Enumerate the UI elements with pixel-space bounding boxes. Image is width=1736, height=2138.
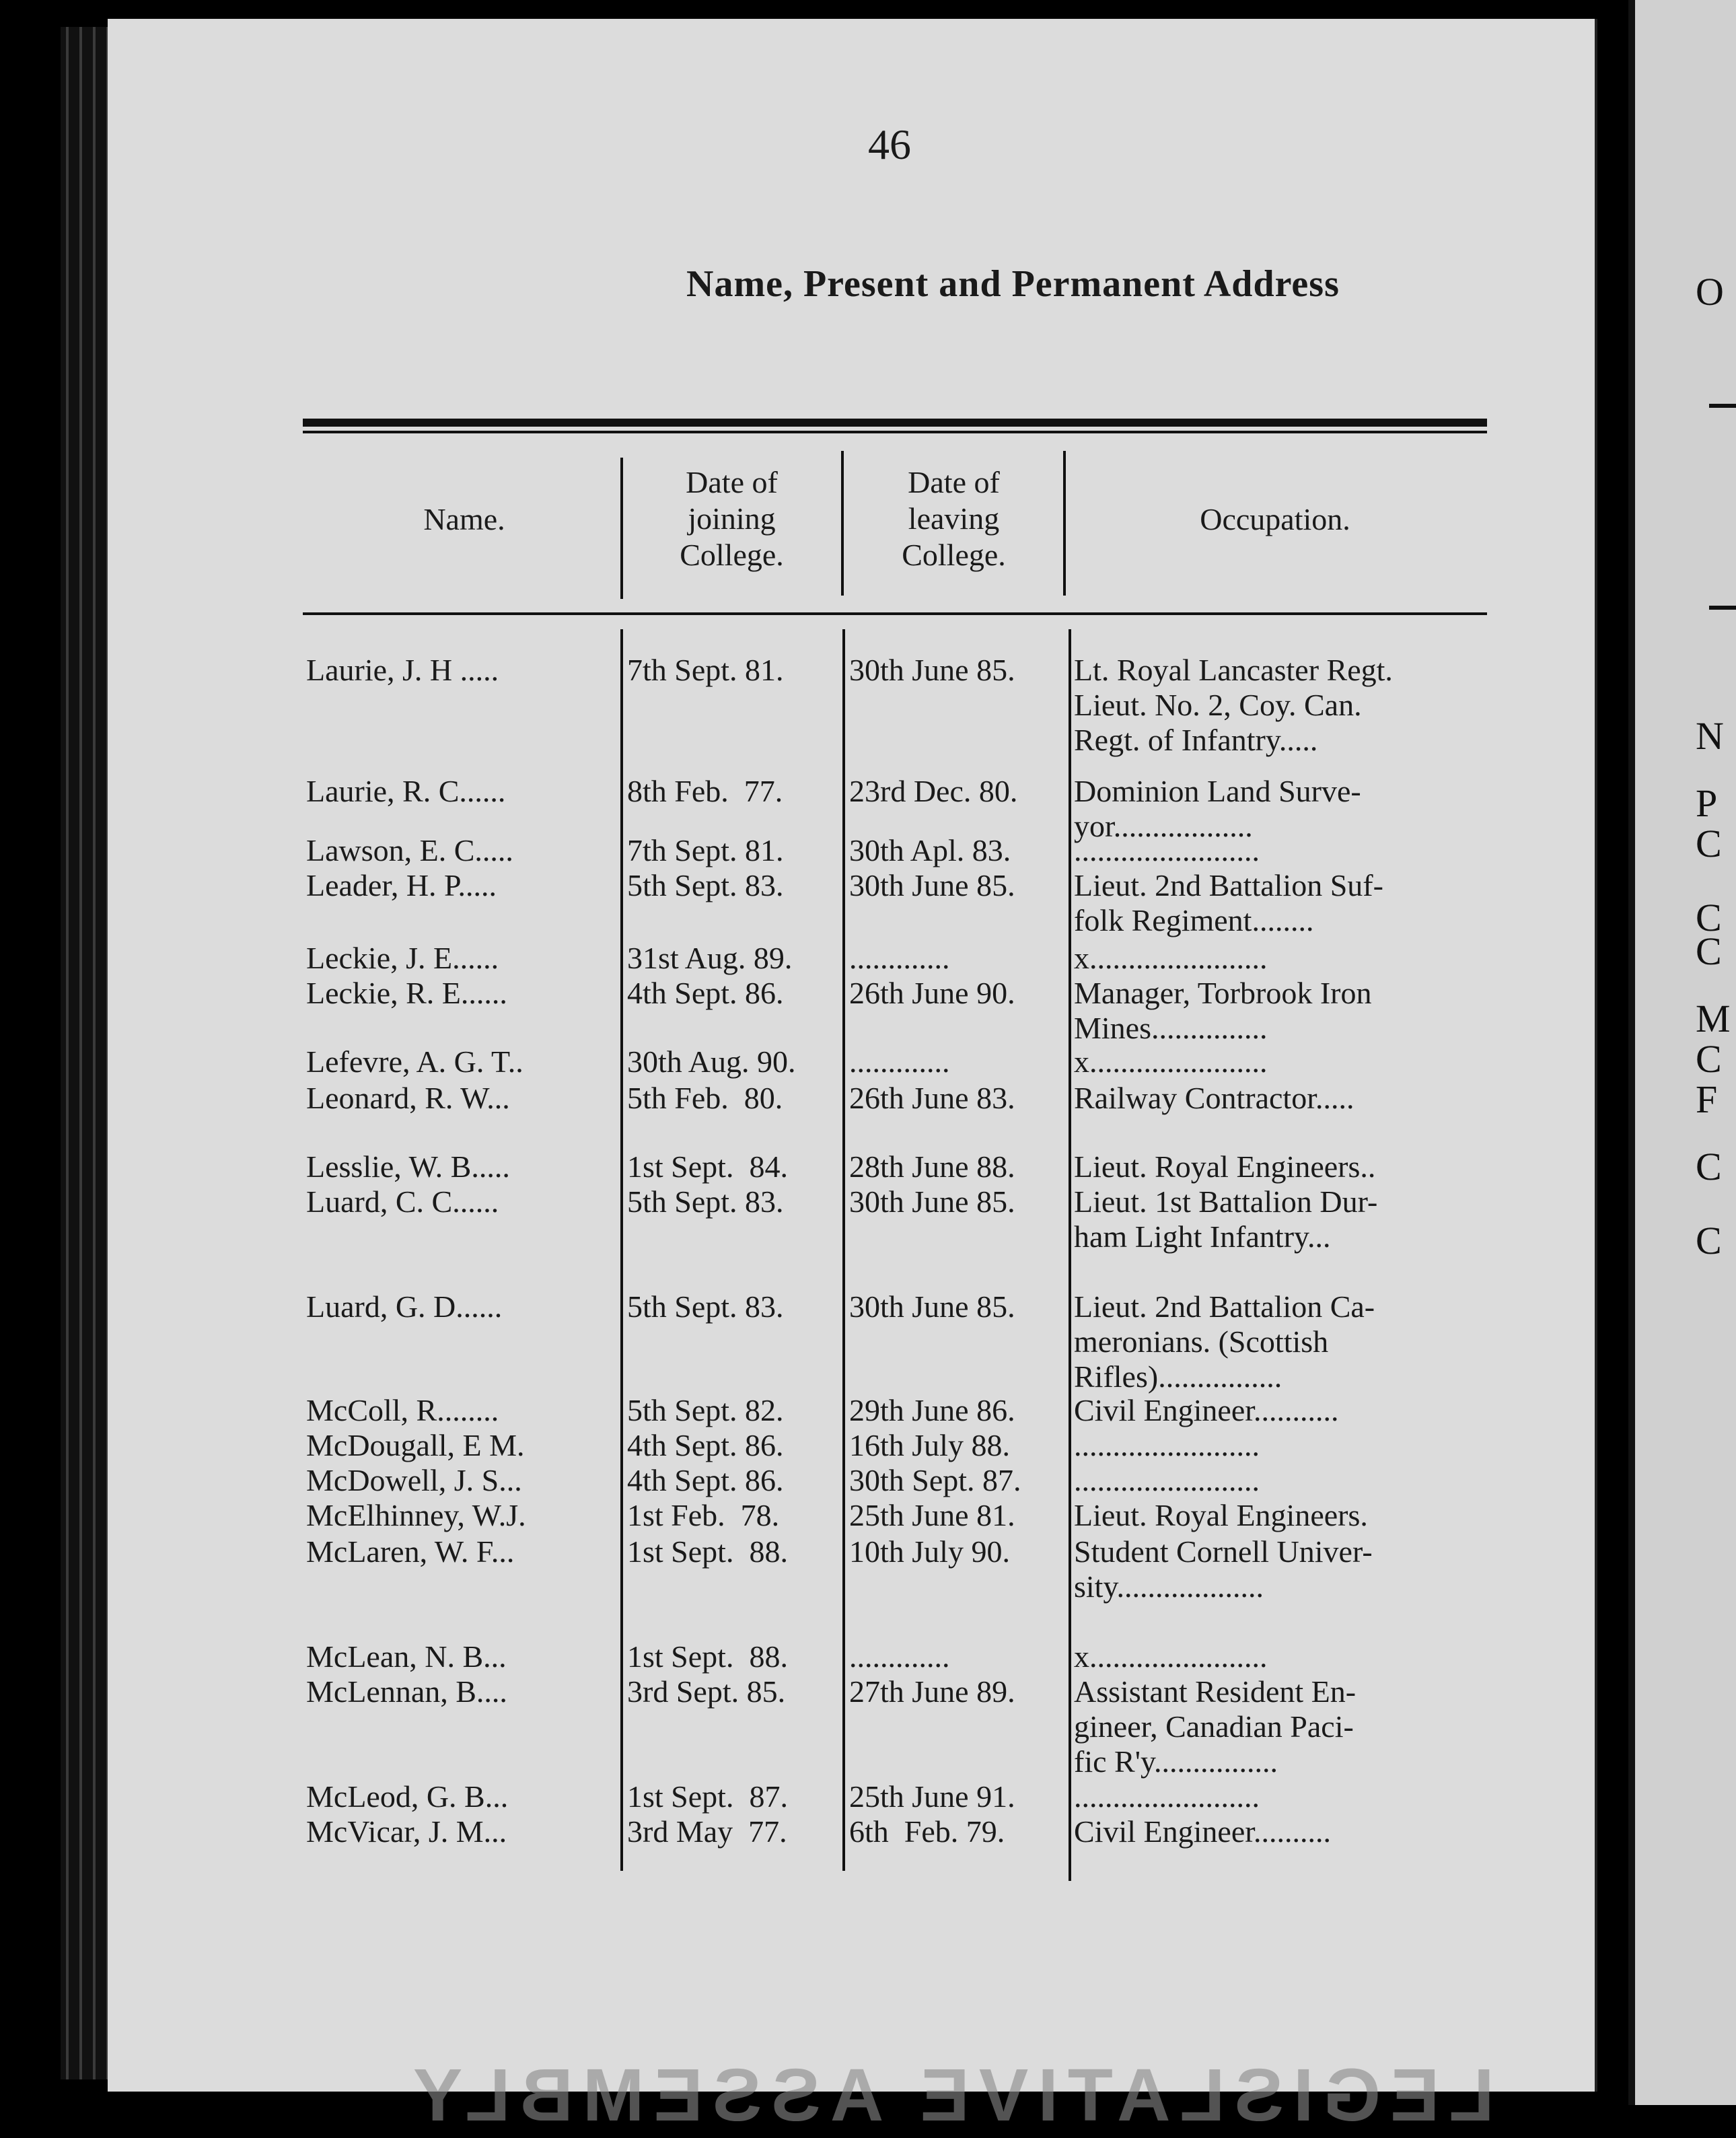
column-divider — [620, 629, 623, 1871]
row-name: Leonard, R. W... — [306, 1081, 510, 1115]
row-occupation: Lieut. 2nd Battalion Ca- meronians. (Scottish Rifles)................ — [1074, 1289, 1375, 1394]
page-number: 46 — [868, 120, 911, 168]
row-name: Leckie, R. E...... — [306, 976, 507, 1010]
right-page-letter: P — [1696, 781, 1718, 825]
row-joining-date: 1st Sept. 87. — [627, 1779, 788, 1814]
book-spine — [61, 27, 108, 2079]
row-joining-date: 7th Sept. 81. — [627, 833, 784, 867]
row-occupation: Railway Contractor..... — [1074, 1081, 1354, 1115]
row-joining-date: 5th Sept. 82. — [627, 1393, 784, 1427]
row-joining-date: 5th Sept. 83. — [627, 1184, 784, 1219]
row-name: Leader, H. P..... — [306, 868, 497, 902]
row-name: McElhinney, W.J. — [306, 1498, 526, 1532]
row-occupation: x....................... — [1074, 1639, 1268, 1674]
row-name: Luard, C. C...... — [306, 1184, 499, 1219]
row-leaving-date: 23rd Dec. 80. — [849, 774, 1018, 808]
row-joining-date: 3rd May 77. — [627, 1814, 787, 1849]
row-name: Laurie, R. C...... — [306, 774, 506, 808]
row-joining-date: 5th Sept. 83. — [627, 868, 784, 902]
row-name: Lesslie, W. B..... — [306, 1149, 510, 1184]
row-leaving-date: 30th June 85. — [849, 1184, 1015, 1219]
row-name: Leckie, J. E...... — [306, 941, 499, 975]
row-joining-date: 1st Sept. 88. — [627, 1534, 788, 1569]
row-name: McColl, R........ — [306, 1393, 499, 1427]
row-name: McDowell, J. S... — [306, 1463, 522, 1497]
row-leaving-date: 29th June 86. — [849, 1393, 1015, 1427]
header-rule — [303, 612, 1487, 615]
row-leaving-date: 26th June 90. — [849, 976, 1015, 1010]
row-name: McVicar, J. M... — [306, 1814, 507, 1849]
column-divider — [1063, 451, 1066, 596]
row-name: McLaren, W. F... — [306, 1534, 515, 1569]
row-name: McLennan, B.... — [306, 1674, 507, 1709]
row-joining-date: 8th Feb. 77. — [627, 774, 783, 808]
row-occupation: ........................ — [1074, 1779, 1260, 1814]
row-joining-date: 3rd Sept. 85. — [627, 1674, 786, 1709]
row-joining-date: 4th Sept. 86. — [627, 976, 784, 1010]
right-page-letter: M — [1696, 997, 1731, 1040]
row-leaving-date: 6th Feb. 79. — [849, 1814, 1005, 1849]
row-occupation: Assistant Resident En- gineer, Canadian Paci- fic R'y................ — [1074, 1674, 1357, 1779]
row-occupation: Manager, Torbrook Iron Mines............... — [1074, 976, 1372, 1045]
row-joining-date: 30th Aug. 90. — [627, 1044, 796, 1079]
top-rule-thin — [303, 431, 1487, 433]
row-occupation: Student Cornell Univer- sity................... — [1074, 1534, 1373, 1604]
row-joining-date: 5th Feb. 80. — [627, 1081, 783, 1115]
row-joining-date: 1st Sept. 84. — [627, 1149, 788, 1184]
column-header-occupation: Occupation. — [1200, 502, 1350, 536]
row-name: McLean, N. B... — [306, 1639, 507, 1674]
row-leaving-date: 30th Sept. 87. — [849, 1463, 1021, 1497]
row-leaving-date: ............. — [849, 1639, 950, 1674]
row-joining-date: 7th Sept. 81. — [627, 653, 784, 687]
row-joining-date: 1st Sept. 88. — [627, 1639, 788, 1674]
right-page-letter: F — [1696, 1077, 1718, 1121]
row-joining-date: 4th Sept. 86. — [627, 1463, 784, 1497]
row-occupation: x....................... — [1074, 941, 1268, 975]
row-joining-date: 4th Sept. 86. — [627, 1428, 784, 1462]
right-page-letter: C — [1696, 822, 1722, 865]
right-page-letter: C — [1696, 929, 1722, 973]
row-occupation: Lieut. Royal Engineers. — [1074, 1498, 1368, 1532]
top-rule — [303, 419, 1487, 427]
column-header-joining: Date of joining College. — [680, 465, 784, 572]
row-name: McDougall, E M. — [306, 1428, 525, 1462]
row-occupation: ........................ — [1074, 1463, 1260, 1497]
column-divider — [841, 451, 844, 596]
row-occupation: Lieut. 1st Battalion Dur- ham Light Infantry... — [1074, 1184, 1378, 1254]
row-occupation: Lieut. 2nd Battalion Suf- folk Regiment........ — [1074, 868, 1383, 937]
row-occupation: x....................... — [1074, 1044, 1268, 1079]
row-leaving-date: ............. — [849, 941, 950, 975]
row-leaving-date: 16th July 88. — [849, 1428, 1010, 1462]
row-occupation: Civil Engineer.......... — [1074, 1814, 1332, 1849]
row-occupation: Civil Engineer........... — [1074, 1393, 1339, 1427]
row-leaving-date: 10th July 90. — [849, 1534, 1010, 1569]
row-joining-date: 5th Sept. 83. — [627, 1289, 784, 1324]
column-divider — [1069, 629, 1071, 1881]
right-page-letter: C — [1696, 1037, 1722, 1081]
right-page-letter: C — [1696, 1219, 1722, 1262]
right-page-letter: N — [1696, 714, 1724, 758]
column-divider — [620, 458, 623, 599]
right-page-rule — [1709, 606, 1736, 610]
column-divider — [842, 629, 845, 1871]
row-leaving-date: 30th June 85. — [849, 868, 1015, 902]
right-page-letter: C — [1696, 896, 1722, 939]
row-occupation: Lieut. Royal Engineers.. — [1074, 1149, 1376, 1184]
row-name: Laurie, J. H ..... — [306, 653, 499, 687]
row-joining-date: 31st Aug. 89. — [627, 941, 793, 975]
row-name: Lawson, E. C..... — [306, 833, 513, 867]
row-leaving-date: 30th June 85. — [849, 1289, 1015, 1324]
row-name: McLeod, G. B... — [306, 1779, 509, 1814]
page-title: Name, Present and Permanent Address — [686, 263, 1340, 305]
row-leaving-date: 25th June 91. — [849, 1779, 1015, 1814]
column-header-name: Name. — [423, 502, 505, 536]
row-leaving-date: 26th June 83. — [849, 1081, 1015, 1115]
row-occupation: Dominion Land Surve- yor.................. — [1074, 774, 1361, 843]
row-occupation: ........................ — [1074, 1428, 1260, 1462]
right-page-letter: C — [1696, 1145, 1722, 1188]
row-leaving-date: 28th June 88. — [849, 1149, 1015, 1184]
row-leaving-date: ............. — [849, 1044, 950, 1079]
row-joining-date: 1st Feb. 78. — [627, 1498, 780, 1532]
column-header-leaving: Date of leaving College. — [902, 465, 1006, 572]
row-name: Lefevre, A. G. T.. — [306, 1044, 523, 1079]
row-leaving-date: 27th June 89. — [849, 1674, 1015, 1709]
right-page-rule — [1709, 404, 1736, 408]
row-leaving-date: 30th Apl. 83. — [849, 833, 1011, 867]
row-occupation: ........................ — [1074, 833, 1260, 867]
row-occupation: Lt. Royal Lancaster Regt. Lieut. No. 2, Coy. Can. Regt. of Infantry..... — [1074, 653, 1393, 757]
row-name: Luard, G. D...... — [306, 1289, 503, 1324]
right-page-letter: O — [1696, 270, 1724, 314]
stamp-watermark: LEGISLATIVE ASSEMBLY — [404, 2054, 1494, 2137]
row-leaving-date: 25th June 81. — [849, 1498, 1015, 1532]
row-leaving-date: 30th June 85. — [849, 653, 1015, 687]
